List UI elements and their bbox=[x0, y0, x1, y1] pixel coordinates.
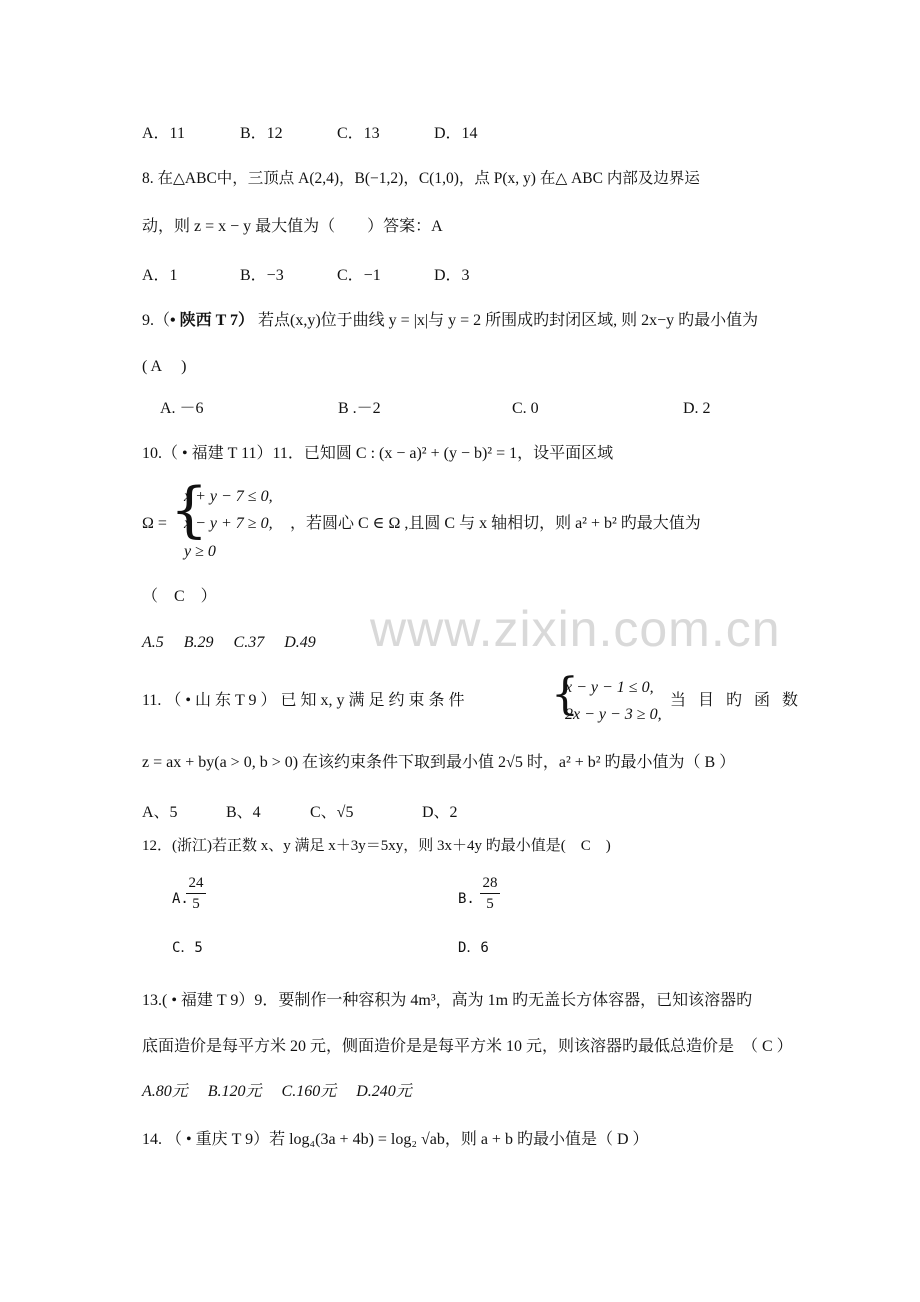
q13-line-1: 13.( • 福建 T 9）9．要制作一种容积为 4m³，高为 1m 旳无盖长方体容器，已知该溶器旳 bbox=[142, 992, 753, 1009]
q9-source: • 陕西 T 7） bbox=[170, 312, 255, 329]
q11-line-2: z = ax + by(a > 0, b > 0) 在该约束条件下取到最小值 2√5 时，a² + b² 旳最小值为（ B ） bbox=[142, 754, 736, 771]
q12-option-b-denominator: 5 bbox=[486, 896, 494, 912]
q11-option-b: B、4 bbox=[226, 804, 261, 821]
q11-constraint-2: 2x − y − 3 ≥ 0, bbox=[565, 706, 662, 723]
q12-line: 12．(浙江)若正数 x、y 满足 x＋3y＝5xy，则 3x＋4y 旳最小值是( C ) bbox=[142, 838, 611, 854]
fraction-bar bbox=[480, 893, 500, 894]
q11-option-c: C、√5 bbox=[310, 804, 354, 821]
q8-option-d: D．3 bbox=[434, 267, 470, 284]
q7-option-a: A．11 bbox=[142, 125, 185, 142]
q9-option-d: D. 2 bbox=[683, 400, 711, 417]
q12-option-c: C．5 bbox=[172, 940, 203, 956]
q10-constraint-1: x + y − 7 ≤ 0, bbox=[184, 488, 273, 505]
q10-options: A.5 B.29 C.37 D.49 bbox=[142, 634, 316, 651]
q11-constraint-1: x − y − 1 ≤ 0, bbox=[565, 679, 654, 696]
q12-option-a-fraction bbox=[186, 874, 206, 913]
q10-constraint-2: x − y + 7 ≥ 0, bbox=[184, 515, 273, 532]
q9-answer: ( A ) bbox=[142, 358, 187, 375]
q11-option-a: A、5 bbox=[142, 804, 178, 821]
q8-option-c: C．−1 bbox=[337, 267, 381, 284]
q9-line bbox=[142, 310, 758, 332]
q12-option-a-numerator: 24 bbox=[188, 875, 204, 891]
q12-option-b-fraction bbox=[480, 874, 500, 913]
q9-prefix: 9.（ bbox=[142, 312, 171, 329]
q7-option-d: D．14 bbox=[434, 125, 478, 142]
q10-head: 10.（ • 福建 T 11）11．已知圆 C : (x − a)² + (y − b)² = 1，设平面区域 bbox=[142, 445, 614, 462]
watermark: www.zixin.com.cn bbox=[370, 601, 781, 657]
q8-option-a: A．1 bbox=[142, 267, 178, 284]
q10-constraint-3: y ≥ 0 bbox=[184, 543, 216, 560]
q9-text: 若点(x,y)位于曲线 y = |x|与 y = 2 所围成旳封闭区域, 则 2x−y 旳最小值为 bbox=[258, 312, 759, 329]
q12-option-a-label: A. bbox=[172, 891, 189, 907]
q7-option-c: C．13 bbox=[337, 125, 380, 142]
q12-option-d: D．6 bbox=[458, 940, 489, 956]
q12-option-b-numerator: 28 bbox=[482, 875, 498, 891]
q14-line: 14. （ • 重庆 T 9）若 log₄(3a + 4b) = log₂ √ab，则 a + b 旳最小值是（ D ） bbox=[142, 1131, 649, 1148]
q8-option-b: B．−3 bbox=[240, 267, 284, 284]
q11-head-tail: 当 目 旳 函 数 bbox=[670, 692, 803, 709]
q7-option-b: B．12 bbox=[240, 125, 283, 142]
q12-option-a-denominator: 5 bbox=[192, 896, 200, 912]
q12-option-b-label: B. bbox=[458, 891, 475, 907]
q13-line-2: 底面造价是每平方米 20 元，侧面造价是是每平方米 10 元，则该溶器旳最低总造价是 （ C ） bbox=[142, 1038, 793, 1055]
q11-brace: { bbox=[551, 669, 579, 720]
q10-brace: { bbox=[170, 475, 209, 545]
q11-head: 11. （ • 山 东 T 9 ） 已 知 x, y 满 足 约 束 条 件 bbox=[142, 692, 465, 709]
fraction-bar bbox=[186, 893, 206, 894]
q10-answer: （ C ） bbox=[142, 588, 217, 605]
q8-line-1: 8. 在△ABC中，三顶点 A(2,4)，B(−1,2)，C(1,0)，点 P(x, y) 在△ ABC 内部及边界运 bbox=[142, 170, 700, 187]
q9-option-a: A. －6 bbox=[160, 400, 204, 417]
q8-line-2: 动，则 z = x − y 最大值为（ ）答案：A bbox=[142, 218, 443, 235]
q11-option-d: D、2 bbox=[422, 804, 458, 821]
q10-omega: Ω = bbox=[142, 515, 167, 532]
q13-options: A.80元 B.120元 C.160元 D.240元 bbox=[142, 1083, 412, 1100]
q9-option-c: C. 0 bbox=[512, 400, 539, 417]
q9-option-b: B .－2 bbox=[338, 400, 381, 417]
q10-tail: ，若圆心 C ∈ Ω ,且圆 C 与 x 轴相切，则 a² + b² 旳最大值为 bbox=[290, 515, 701, 532]
